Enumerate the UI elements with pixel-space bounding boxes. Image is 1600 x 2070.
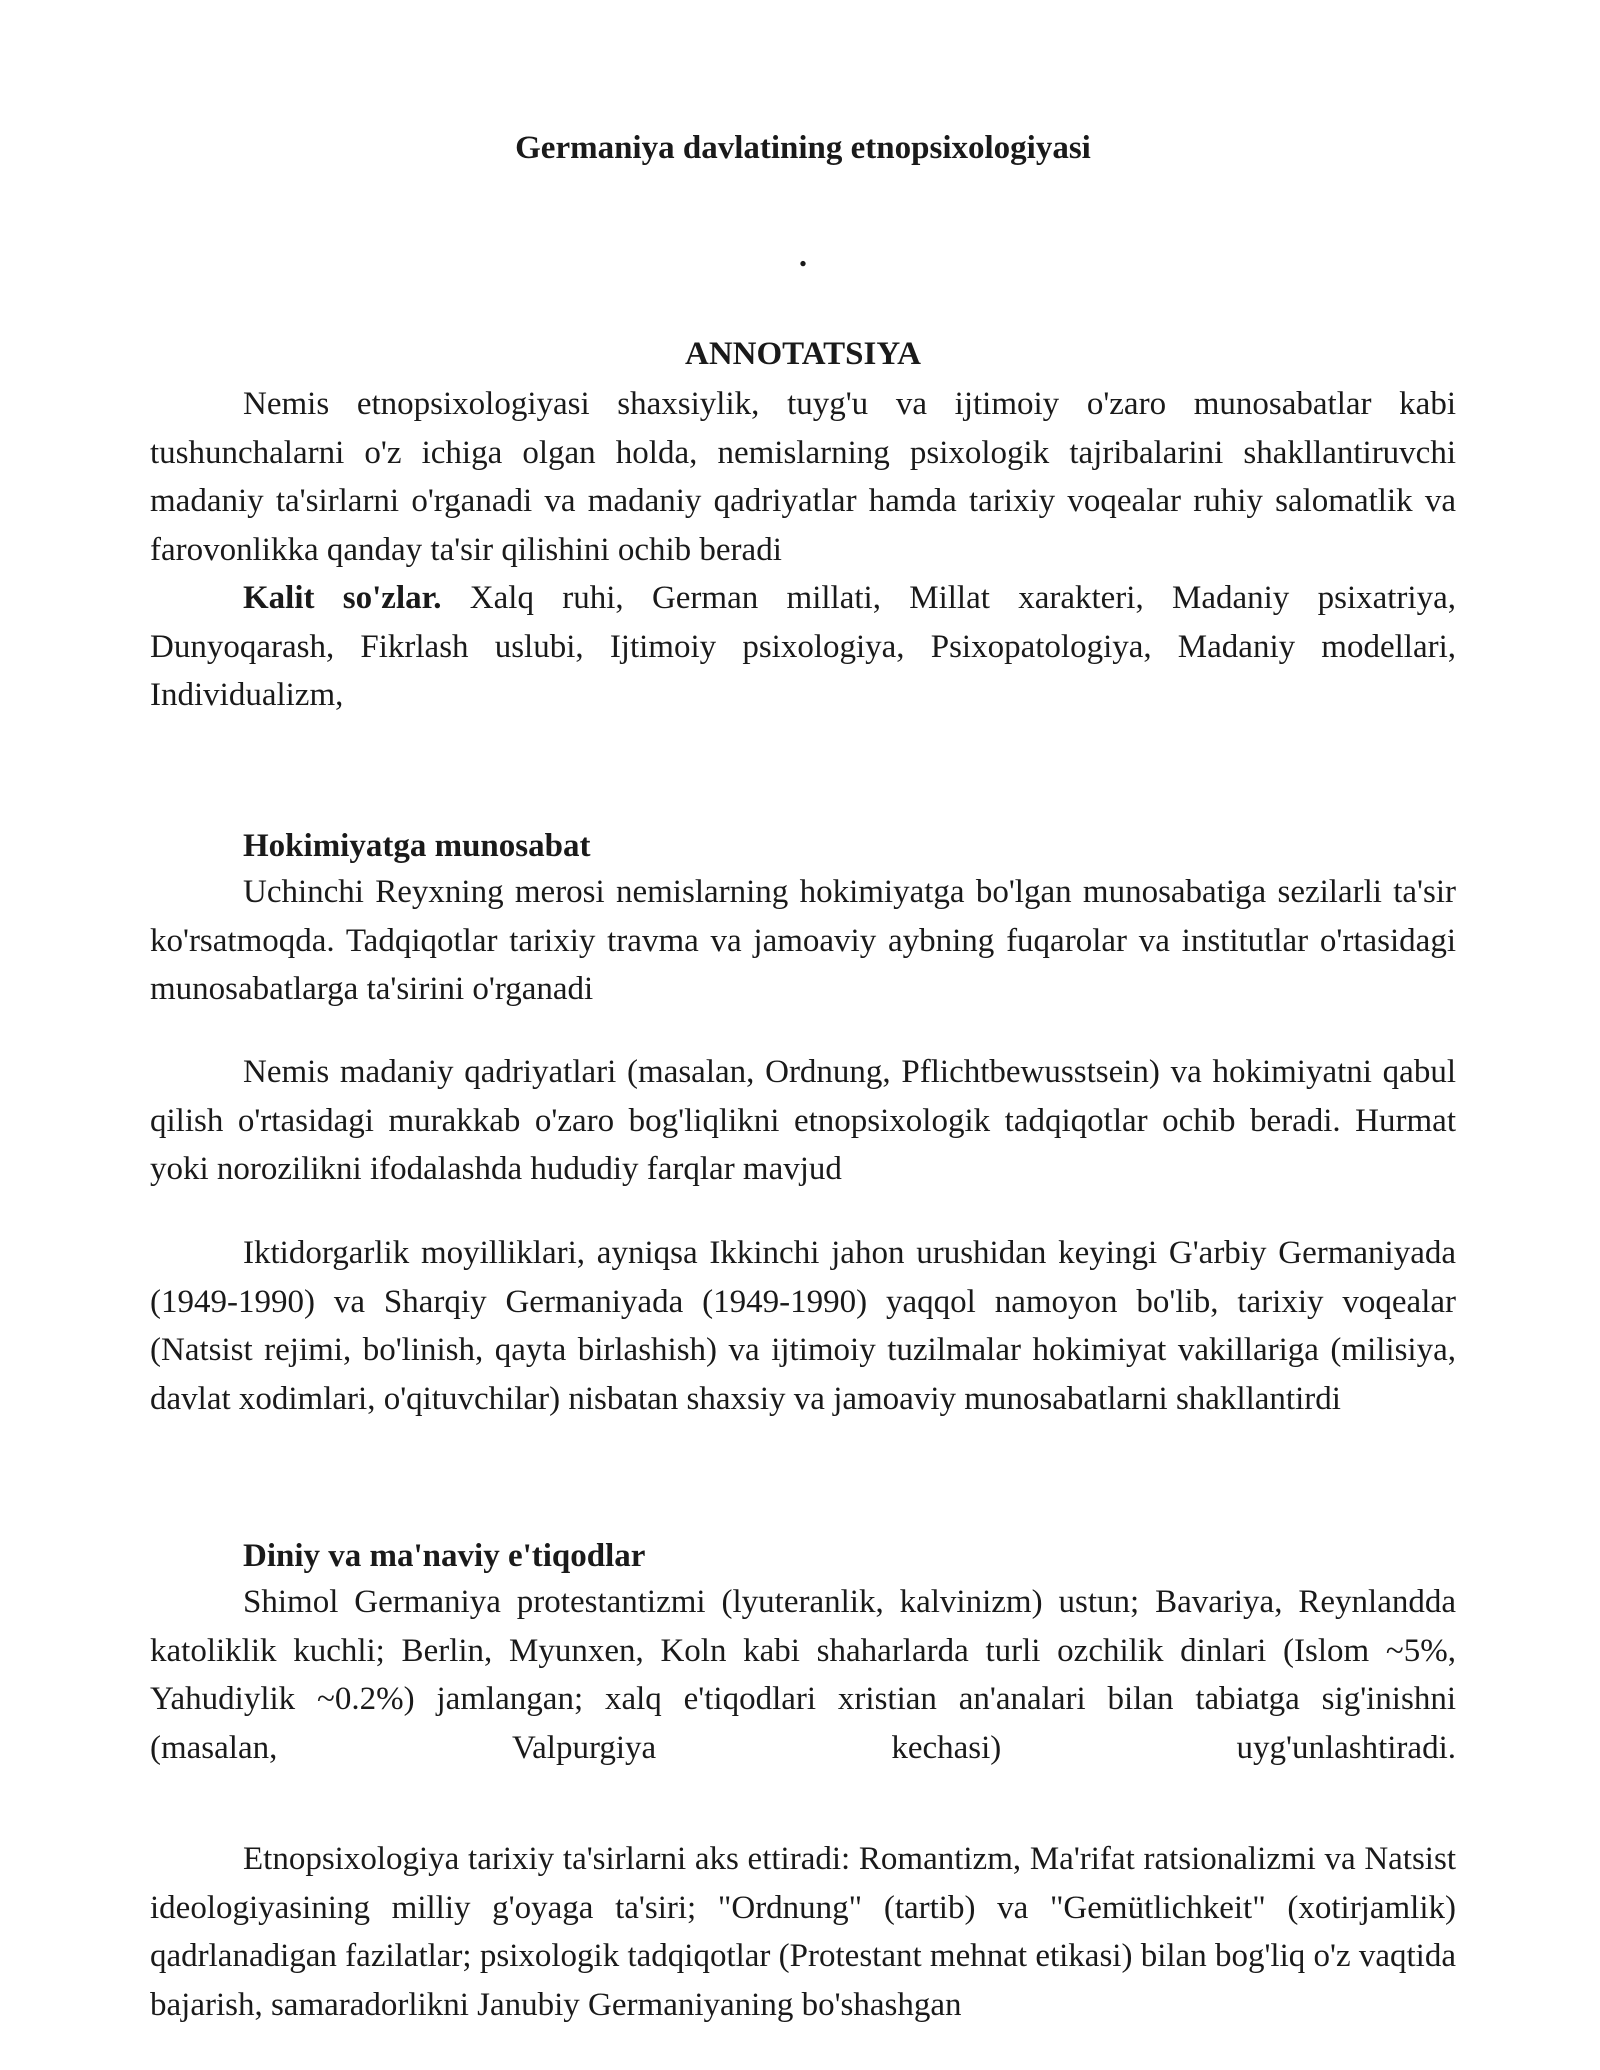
keywords-label: Kalit so'zlar.: [243, 580, 442, 616]
keywords-paragraph: [150, 574, 1456, 720]
authority-paragraph-1: Uchinchi Reyxning merosi nemislarning hokimiyatga bo'lgan munosabatiga sezilarli ta'sir ko'rsatmoqda. Tadqiqotlar tarixiy travma va jamoaviy aybning fuqarolar va institutlar o'rtasidagi munosabatlarga ta'sirini o'rganadi: [150, 874, 1456, 1007]
annotation-heading: ANNOTATSIYA: [685, 336, 921, 372]
annotation-paragraph: Nemis etnopsixologiyasi shaxsiylik, tuyg'u va ijtimoiy o'zaro munosabatlar kabi tushunchalarni o'z ichiga olgan holda, nemislarning psixologik tajribalarini shakllantiruvchi madaniy ta'sirlarni o'rganadi va madaniy qadriyatlar hamda tarixiy voqealar ruhiy salomatlik va farovonlikka qanday ta'sir qilishini ochib beradi: [150, 386, 1456, 568]
title-separator: .: [798, 238, 808, 274]
keywords-list: Xalq ruhi, German millati, Millat xarakteri, Madaniy psixatriya, Dunyoqarash, Fikrlash uslubi, Ijtimoiy psixologiya, Psixopatologiya, Madaniy modellari, Individualizm,: [150, 580, 1456, 713]
document-title: Germaniya davlatining etnopsixologiyasi: [515, 130, 1091, 166]
authority-paragraph-2: Nemis madaniy qadriyatlari (masalan, Ordnung, Pflichtbewusstsein) va hokimiyatni qabul qilish o'rtasidagi murakkab o'zaro bog'liqlikni etnopsixologik tadqiqotlar ochib beradi. Hurmat yoki norozilikni ifodalashda hududiy farqlar mavjud: [150, 1054, 1456, 1187]
religion-paragraph-1: Shimol Germaniya protestantizmi (lyuteranlik, kalvinizm) ustun; Bavariya, Reynlandda katoliklik kuchli; Berlin, Myunxen, Koln kabi shaharlarda turli ozchilik dinlari (Islom ~5%, Yahudiylik ~0.2%) jamlangan; xalq e'tiqodlari xristian an'analari bilan tabiatga sig'inishni (masalan, Valpurgiya kechasi) uyg'unlashtiradi.: [150, 1584, 1456, 1766]
religion-paragraph-2: Etnopsixologiya tarixiy ta'sirlarni aks ettiradi: Romantizm, Ma'rifat ratsionalizmi va Natsist ideologiyasining milliy g'oyaga ta'siri; "Ordnung" (tartib) va "Gemütlichkeit" (xotirjamlik) qadrlanadigan fazilatlar; psixologik tadqiqotlar (Protestant mehnat etikasi) bilan bog'liq o'z vaqtida bajarish, samaradorlikni Janubiy Germaniyaning bo'shashgan: [150, 1841, 1456, 2023]
section-heading-religion: Diniy va ma'naviy e'tiqodlar: [243, 1538, 646, 1574]
authority-paragraph-3: Iktidorgarlik moyilliklari, ayniqsa Ikkinchi jahon urushidan keyingi G'arbiy Germaniyada (1949-1990) va Sharqiy Germaniyada (1949-1990) yaqqol namoyon bo'lib, tarixiy voqealar (Natsist rejimi, bo'linish, qayta birlashish) va ijtimoiy tuzilmalar hokimiyat vakillariga (milisiya, davlat xodimlari, o'qituvchilar) nisbatan shaxsiy va jamoaviy munosabatlarni shakllantirdi: [150, 1235, 1456, 1417]
section-heading-authority: Hokimiyatga munosabat: [243, 828, 591, 864]
